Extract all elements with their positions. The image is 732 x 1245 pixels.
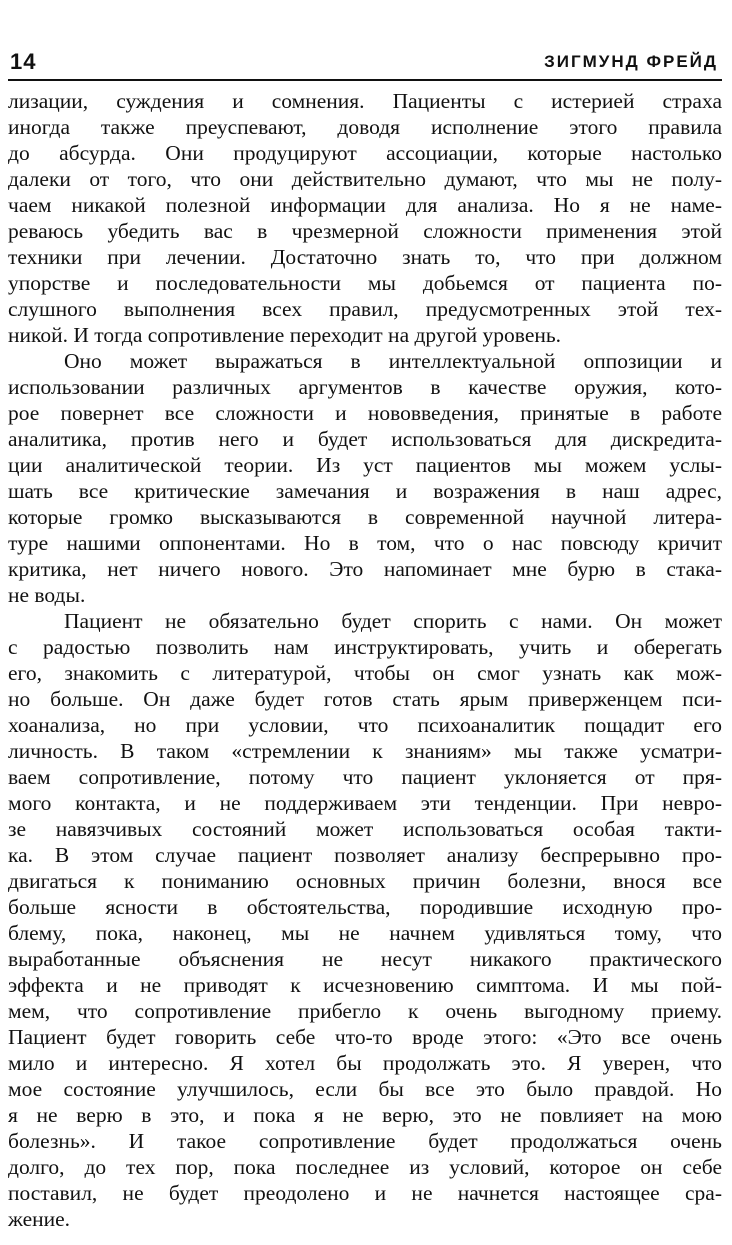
text-line: критика, нет ничего нового. Это напоминает мне бурю в стака- bbox=[8, 557, 722, 581]
body-text bbox=[8, 88, 722, 1232]
text-line: лизации, суждения и сомнения. Пациенты с истерией страха bbox=[8, 89, 722, 113]
text-line: с радостью позволить нам инструктировать, учить и оберегать bbox=[8, 635, 722, 659]
text-line: рое повернет все сложности и нововведения, принятые в работе bbox=[8, 401, 722, 425]
text-line: блему, пока, наконец, мы не начнем удивляться тому, что bbox=[8, 921, 722, 945]
page-number: 14 bbox=[10, 49, 37, 74]
text-line: упорстве и последовательности мы добьемся от пациента по- bbox=[8, 271, 722, 295]
text-line: Оно может выражаться в интеллектуальной оппозиции и bbox=[64, 349, 722, 373]
text-line: выработанные объяснения не несут никакого практического bbox=[8, 947, 722, 971]
text-line: его, знакомить с литературой, чтобы он смог узнать как мож- bbox=[8, 661, 722, 685]
text-line: болезнь». И такое сопротивление будет продолжаться очень bbox=[8, 1129, 722, 1153]
text-line: мило и интересно. Я хотел бы продолжать это. Я уверен, что bbox=[8, 1051, 722, 1075]
text-line: мого контакта, и не поддерживаем эти тенденции. При невро- bbox=[8, 791, 722, 815]
text-line: использовании различных аргументов в качестве оружия, кото- bbox=[8, 375, 722, 399]
header-rule bbox=[8, 79, 722, 81]
text-line: туре нашими оппонентами. Но в том, что о нас повсюду кричит bbox=[8, 531, 722, 555]
text-line: поставил, не будет преодолено и не начнется настоящее сра- bbox=[8, 1181, 722, 1205]
text-line: до абсурда. Они продуцируют ассоциации, которые настолько bbox=[8, 141, 722, 165]
text-line: ваем сопротивление, потому что пациент уклоняется от пря- bbox=[8, 765, 722, 789]
text-line: двигаться к пониманию основных причин болезни, внося все bbox=[8, 869, 722, 893]
text-line: иногда также преуспевают, доводя исполнение этого правила bbox=[8, 115, 722, 139]
running-title: ЗИГМУНД ФРЕЙД bbox=[544, 52, 718, 71]
text-line: никой. И тогда сопротивление переходит на другой уровень. bbox=[8, 323, 562, 347]
text-line: слушного выполнения всех правил, предусмотренных этой тех- bbox=[8, 297, 722, 321]
text-line: которые громко высказываются в современной научной литера- bbox=[8, 505, 722, 529]
text-line: хоанализа, но при условии, что психоаналитик пощадит его bbox=[8, 713, 722, 737]
text-line: мое состояние улучшилось, если бы все это было правдой. Но bbox=[8, 1077, 722, 1101]
text-line: аналитика, против него и будет использоваться для дискредита- bbox=[8, 427, 722, 451]
text-line: реваюсь убедить вас в чрезмерной сложности применения этой bbox=[8, 219, 722, 243]
book-page bbox=[8, 0, 722, 1245]
text-line: я не верю в это, и пока я не верю, это не повлияет на мою bbox=[8, 1103, 722, 1127]
text-line: но больше. Он даже будет готов стать ярым приверженцем пси- bbox=[8, 687, 722, 711]
text-line: ции аналитической теории. Из уст пациентов мы можем услы- bbox=[8, 453, 722, 477]
text-line: чаем никакой полезной информации для анализа. Но я не наме- bbox=[8, 193, 722, 217]
text-line: зе навязчивых состояний может использоваться особая такти- bbox=[8, 817, 722, 841]
text-line: техники при лечении. Достаточно знать то, что при должном bbox=[8, 245, 722, 269]
text-line: долго, до тех пор, пока последнее из условий, которое он себе bbox=[8, 1155, 722, 1179]
text-line: личность. В таком «стремлении к знаниям» мы также усматри- bbox=[8, 739, 722, 763]
text-line: не воды. bbox=[8, 583, 86, 607]
text-line: Пациент будет говорить себе что-то вроде этого: «Это все очень bbox=[8, 1025, 722, 1049]
text-line: больше ясности в обстоятельства, породившие исходную про- bbox=[8, 895, 722, 919]
running-head bbox=[8, 48, 722, 78]
text-line: Пациент не обязательно будет спорить с нами. Он может bbox=[64, 609, 722, 633]
text-line: жение. bbox=[8, 1207, 71, 1231]
text-line: далеки от того, что они действительно думают, что мы не полу- bbox=[8, 167, 722, 191]
text-line: шать все критические замечания и возражения в наш адрес, bbox=[8, 479, 722, 503]
text-line: эффекта и не приводят к исчезновению симптома. И мы пой- bbox=[8, 973, 722, 997]
text-line: ка. В этом случае пациент позволяет анализу беспрерывно про- bbox=[8, 843, 722, 867]
text-line: мем, что сопротивление прибегло к очень выгодному приему. bbox=[8, 999, 722, 1023]
